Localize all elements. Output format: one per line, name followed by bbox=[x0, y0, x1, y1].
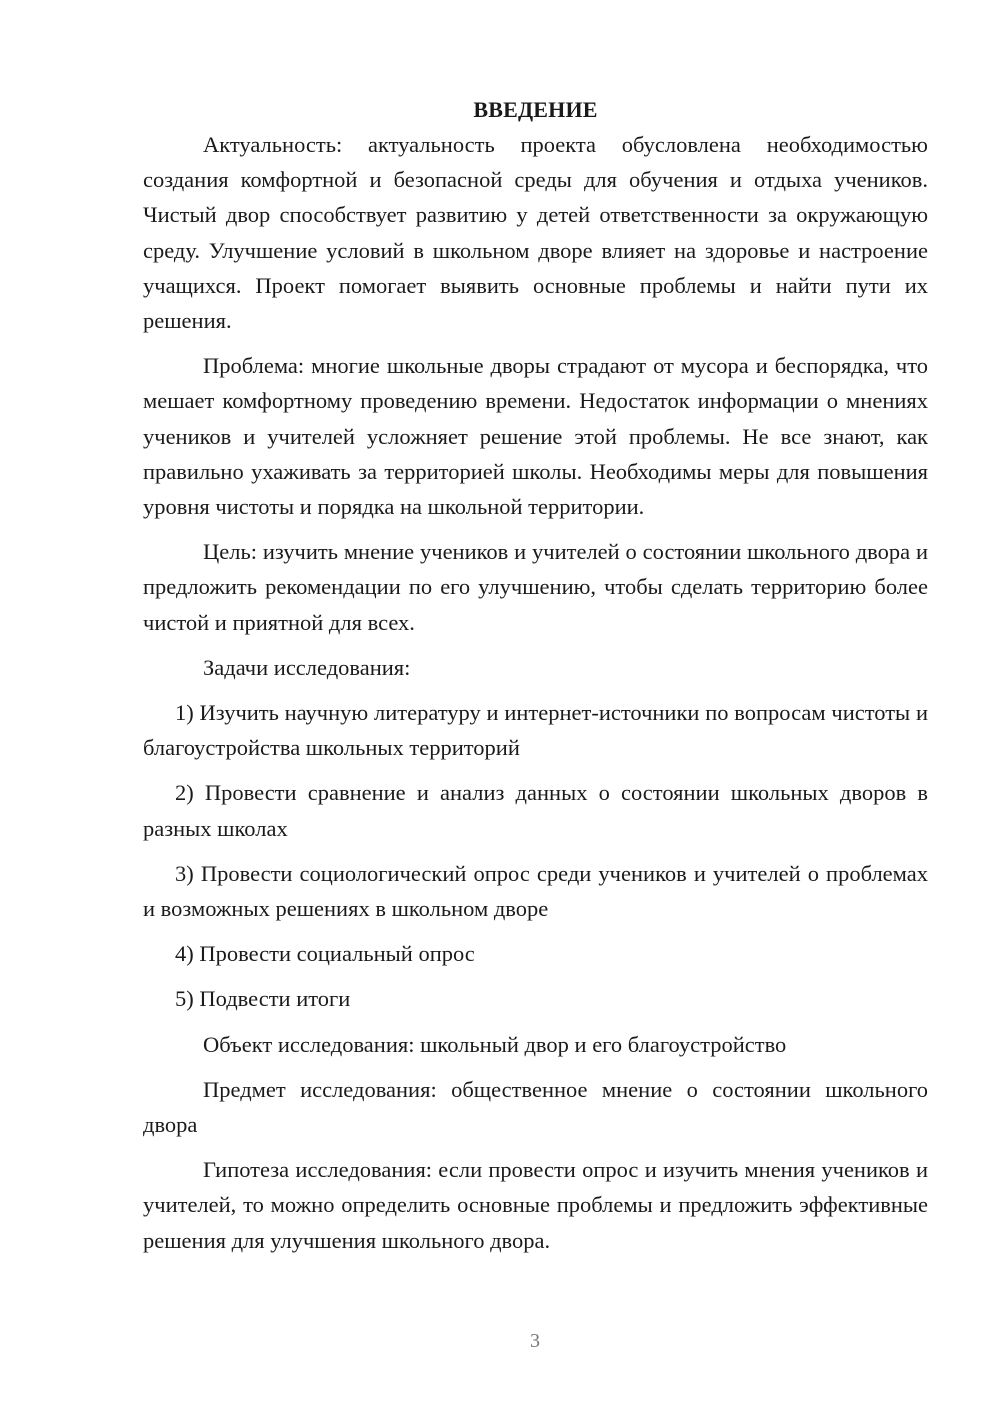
task-item-4: 4) Провести социальный опрос bbox=[175, 941, 475, 967]
tasks-heading: Задачи исследования: bbox=[203, 654, 411, 680]
document-page bbox=[143, 92, 928, 1258]
relevance-paragraph: Актуальность: актуальность проекта обусловлена необходимостью создания комфортной и безопасной среды для обучения и отдыха учеников. Чистый двор способствует развитию у детей ответственности за окружающую среду. Улучшение условий в школьном дворе влияет на здоровье и настроение учащихся. Проект помогает выявить основные проблемы и найти пути их решения. bbox=[143, 132, 928, 334]
hypothesis-paragraph: Гипотеза исследования: если провести опрос и изучить мнения учеников и учителей, то можно определить основные проблемы и предложить эффективные решения для улучшения школьного двора. bbox=[143, 1157, 928, 1253]
object-paragraph: Объект исследования: школьный двор и его благоустройство bbox=[203, 1031, 787, 1057]
page-title: ВВЕДЕНИЕ bbox=[473, 97, 598, 122]
task-item-1: 1) Изучить научную литературу и интернет-источники по вопросам чистоты и благоустройства школьных территорий bbox=[143, 700, 928, 761]
goal-paragraph: Цель: изучить мнение учеников и учителей о состоянии школьного двора и предложить рекомендации по его улучшению, чтобы сделать территорию более чистой и приятной для всех. bbox=[143, 539, 928, 635]
task-item-5: 5) Подвести итоги bbox=[175, 986, 351, 1012]
task-item-2: 2) Провести сравнение и анализ данных о состоянии школьных дворов в разных школах bbox=[143, 780, 928, 841]
subject-paragraph: Предмет исследования: общественное мнение о состоянии школьного двора bbox=[143, 1076, 928, 1138]
page-number: 3 bbox=[530, 1330, 540, 1352]
task-item-3: 3) Провести социологический опрос среди учеников и учителей о проблемах и возможных решениях в школьном дворе bbox=[143, 860, 928, 922]
problem-paragraph: Проблема: многие школьные дворы страдают от мусора и беспорядка, что мешает комфортному проведению времени. Недостаток информации о мнениях учеников и учителей усложняет решение этой проблемы. Не все знают, как правильно ухаживать за территорией школы. Необходимы меры для повышения уровня чистоты и порядка на школьной территории. bbox=[143, 353, 928, 520]
